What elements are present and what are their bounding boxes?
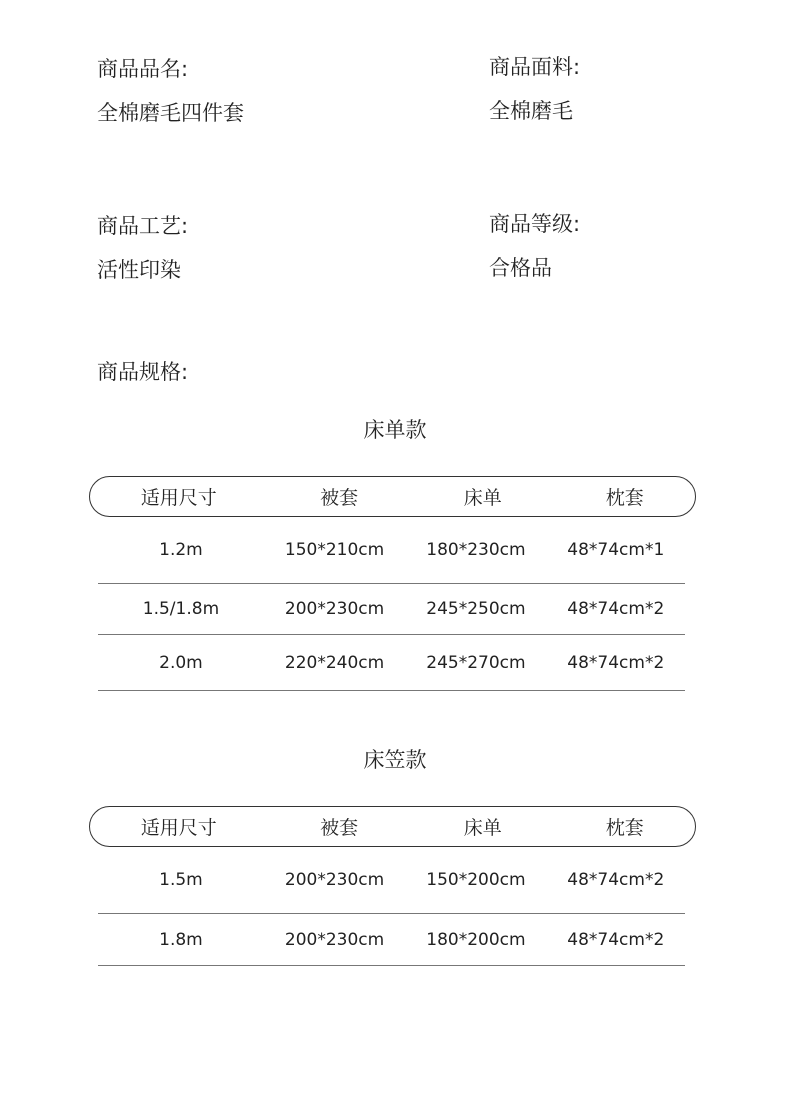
fitted-section-title: 床笠款 <box>363 748 427 772</box>
fitted-spec-table <box>89 806 696 966</box>
cell-pillowcase: 48*74cm*2 <box>567 929 665 950</box>
header-sheet: 床单 <box>463 487 502 509</box>
cell-sheet: 150*200cm <box>426 870 526 890</box>
header-sheet: 床单 <box>463 817 502 839</box>
cell-size: 1.2m <box>159 540 203 560</box>
product-fabric-label: 商品面料: <box>489 55 581 79</box>
cell-size: 1.5m <box>159 870 203 890</box>
header-duvet: 被套 <box>320 487 359 509</box>
cell-size: 1.5/1.8m <box>142 599 220 619</box>
table-header <box>89 476 696 517</box>
product-spec-field <box>97 357 188 387</box>
sheet-spec-table <box>89 476 696 691</box>
cell-pillowcase: 48*74cm*2 <box>567 870 665 890</box>
cell-pillowcase: 48*74cm*2 <box>567 599 665 619</box>
product-name-field <box>97 54 244 128</box>
header-size: 适用尺寸 <box>140 817 217 839</box>
table-row <box>98 584 685 635</box>
cell-sheet: 245*250cm <box>426 599 526 619</box>
header-pillowcase: 枕套 <box>605 487 644 509</box>
product-fabric-value: 全棉磨毛 <box>489 99 573 123</box>
table-header <box>89 806 696 847</box>
cell-duvet: 200*230cm <box>284 929 385 950</box>
product-craft-field <box>97 211 188 285</box>
sheet-section-title: 床单款 <box>363 418 427 442</box>
cell-pillowcase: 48*74cm*1 <box>567 540 665 560</box>
table-row <box>98 847 685 914</box>
cell-sheet: 180*230cm <box>426 540 526 560</box>
product-grade-value: 合格品 <box>489 256 552 280</box>
cell-duvet: 200*230cm <box>284 599 385 619</box>
cell-duvet: 220*240cm <box>284 652 385 673</box>
table-row <box>98 914 685 966</box>
product-fabric-field <box>489 52 580 126</box>
cell-duvet: 150*210cm <box>284 540 385 560</box>
product-craft-label: 商品工艺: <box>97 214 189 238</box>
table-row <box>98 635 685 691</box>
cell-pillowcase: 48*74cm*2 <box>567 652 665 673</box>
cell-size: 1.8m <box>159 929 203 950</box>
header-duvet: 被套 <box>320 817 359 839</box>
cell-duvet: 200*230cm <box>284 870 385 890</box>
product-name-label: 商品品名: <box>97 57 189 81</box>
product-grade-label: 商品等级: <box>489 212 581 236</box>
product-name-value: 全棉磨毛四件套 <box>97 101 244 125</box>
header-pillowcase: 枕套 <box>605 817 644 839</box>
cell-size: 2.0m <box>159 652 203 673</box>
table-row <box>98 517 685 584</box>
product-grade-field <box>489 209 580 283</box>
product-craft-value: 活性印染 <box>97 258 181 282</box>
cell-sheet: 180*200cm <box>426 929 526 950</box>
product-spec-label: 商品规格: <box>97 360 189 384</box>
header-size: 适用尺寸 <box>140 487 217 509</box>
cell-sheet: 245*270cm <box>426 652 526 673</box>
